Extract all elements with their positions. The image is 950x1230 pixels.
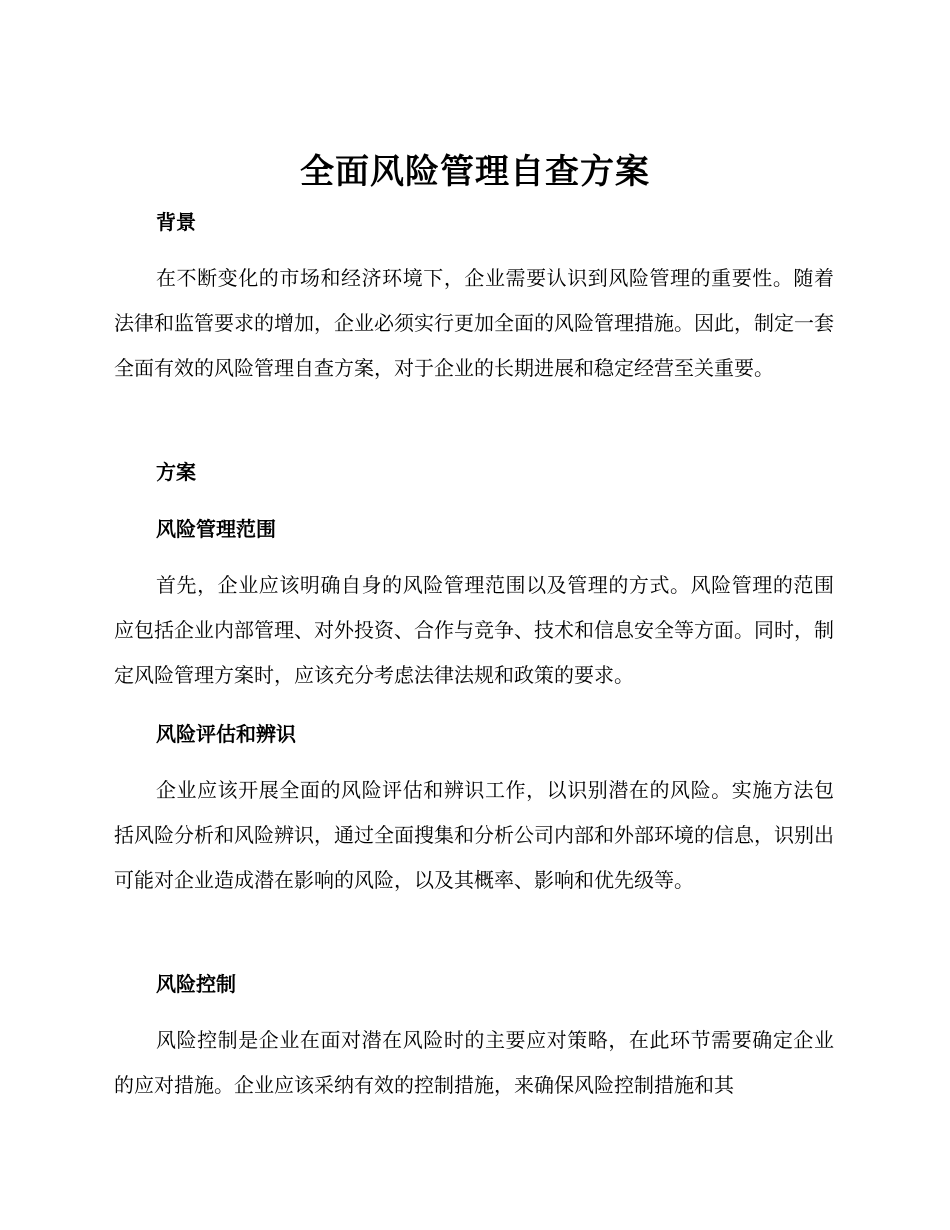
paragraph-background: 在不断变化的市场和经济环境下，企业需要认识到风险管理的重要性。随着法律和监管要求的增加，企业必须实行更加全面的风险管理措施。因此，制定一套全面有效的风险管理自查方案，对于企业的长期进展和稳定经营至关重要。 <box>114 266 834 380</box>
section-heading-plan: 方案 <box>156 460 196 484</box>
paragraph-risk-scope: 首先，企业应该明确自身的风险管理范围以及管理的方式。风险管理的范围应包括企业内部管理、对外投资、合作与竞争、技术和信息安全等方面。同时，制定风险管理方案时，应该充分考虑法律法规和政策的要求。 <box>114 573 834 687</box>
section-heading-risk-scope: 风险管理范围 <box>156 517 276 541</box>
paragraph-risk-control: 风险控制是企业在面对潜在风险时的主要应对策略，在此环节需要确定企业的应对措施。企业应该采纳有效的控制措施，来确保风险控制措施和其 <box>114 1028 834 1097</box>
page-title: 全面风险管理自查方案 <box>300 152 650 192</box>
section-heading-background: 背景 <box>156 210 196 234</box>
section-heading-risk-assessment: 风险评估和辨识 <box>156 722 296 746</box>
section-heading-risk-control: 风险控制 <box>156 972 236 996</box>
paragraph-risk-assessment: 企业应该开展全面的风险评估和辨识工作，以识别潜在的风险。实施方法包括风险分析和风险辨识，通过全面搜集和分析公司内部和外部环境的信息，识别出可能对企业造成潜在影响的风险，以及其概率、影响和优先级等。 <box>114 778 834 892</box>
